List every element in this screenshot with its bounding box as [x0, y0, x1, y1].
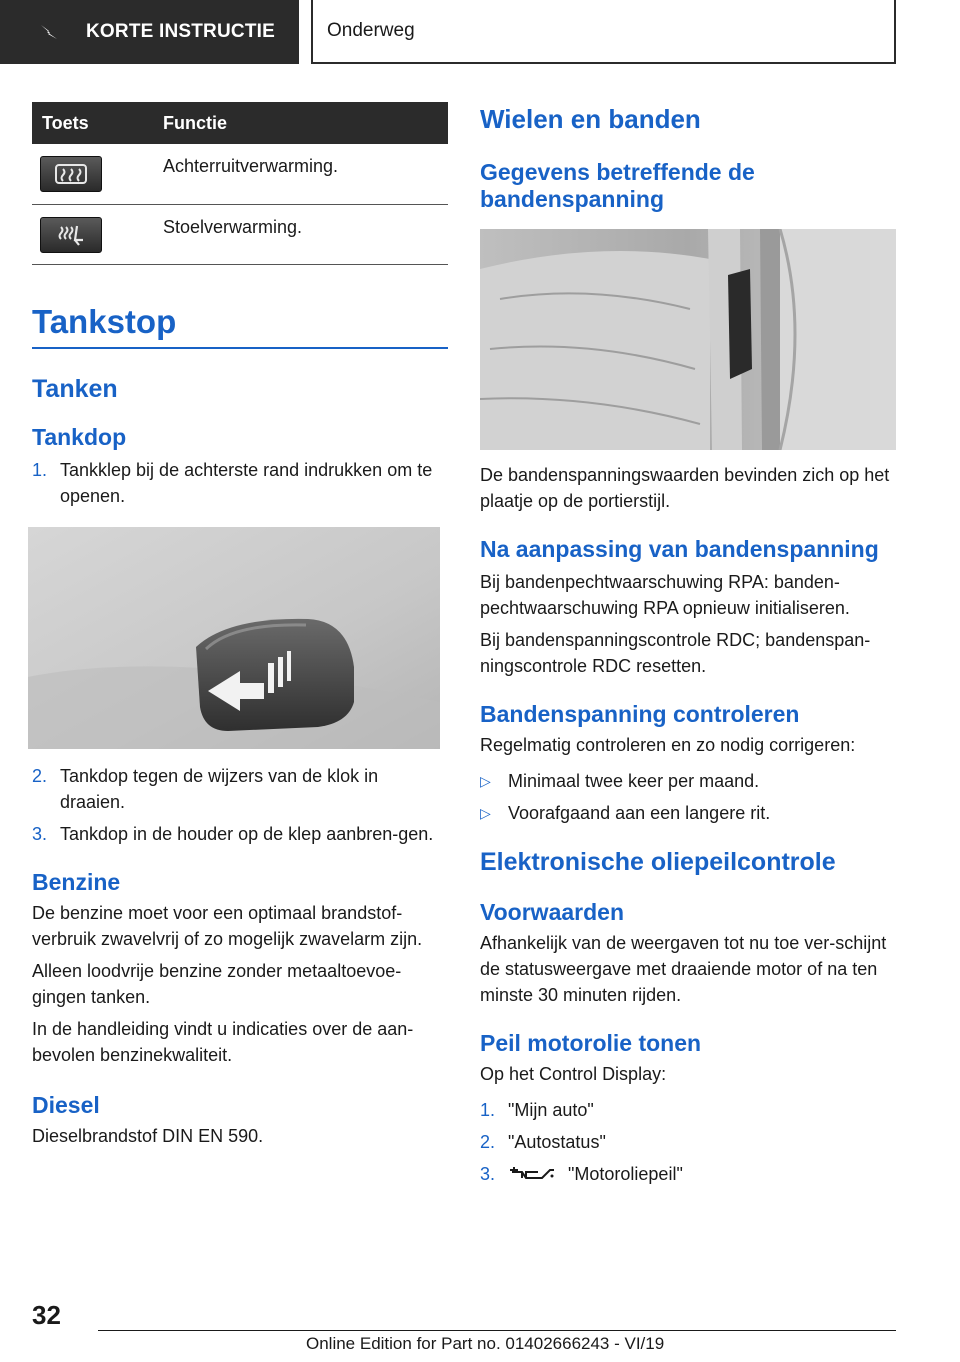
table-row [32, 144, 448, 204]
gegevens-paragraph: De bandenspanningswaarden bevinden zich op het plaatje op de portierstijl. [480, 465, 890, 511]
list-item: 3. "Motoroliepeil" [480, 1164, 683, 1184]
heading-voorwaarden: Voorwaarden [480, 899, 624, 925]
benzine-paragraph: De benzine moet voor een optimaal brandstof-verbruik zwavelvrij of zo mogelijk zwavelarm zijn. [32, 902, 423, 949]
lightning-icon [40, 24, 58, 40]
chapter-title: Onderweg [311, 0, 896, 64]
section-tab-label: KORTE INSTRUCTIE [86, 21, 275, 42]
bullet-list [480, 768, 896, 826]
heading-wielen-en-banden: Wielen en banden [480, 104, 701, 134]
right-column [480, 102, 896, 1187]
heading-tankstop: Tankstop [32, 303, 448, 349]
heading-bandenspanning-controleren: Bandenspanning controleren [480, 701, 800, 727]
diesel-paragraph: Dieselbrandstof DIN EN 590. [32, 1125, 264, 1146]
heading-na-aanpassing: Na aanpassing van bandenspanning [480, 536, 879, 562]
steps-list [32, 457, 448, 509]
list-item: 2. Tankdop tegen de wijzers van de klok in draaien. [32, 765, 379, 812]
heading-diesel: Diesel [32, 1091, 100, 1118]
triangle-bullet-icon: ▷ [480, 805, 491, 821]
list-item: 2. "Autostatus" [480, 1132, 606, 1152]
seat-heating-icon [40, 217, 102, 253]
aanpassing-paragraph: Bij bandenpechtwaarschuwing RPA: banden-pechtwaarschuwing RPA opnieuw initialiseren. [480, 572, 850, 618]
list-item: ▷ Minimaal twee keer per maand. [480, 768, 896, 794]
footer-edition: Online Edition for Part no. 01402666243 - VI/19 [306, 1334, 665, 1353]
heading-tanken: Tanken [32, 374, 118, 403]
table-cell-function: Achterruitverwarming. [163, 144, 448, 204]
heading-gegevens-bandenspanning: Gegevens betreffende de bandenspanning [480, 159, 755, 212]
key-function-table [32, 102, 448, 265]
heading-tankdop: Tankdop [32, 423, 127, 450]
fuel-cap-photo [28, 527, 440, 749]
list-item: 1. "Mijn auto" [480, 1100, 594, 1120]
heading-oliepeilcontrole: Elektronische oliepeilcontrole [480, 848, 836, 876]
triangle-bullet-icon: ▷ [480, 773, 491, 789]
list-item: 1. Tankklep bij de achterste rand indrukken om te openen. [32, 459, 433, 506]
door-pillar-photo [480, 229, 896, 450]
steps-list [480, 1097, 896, 1187]
table-cell-function: Stoelverwarming. [163, 204, 448, 264]
peil-paragraph: Op het Control Display: [480, 1064, 667, 1084]
benzine-paragraph: In de handleiding vindt u indicaties over de aan-bevolen benzinekwaliteit. [32, 1018, 414, 1065]
heading-benzine: Benzine [32, 868, 121, 895]
page-number: 32 [32, 1300, 61, 1330]
rear-window-defrost-icon [40, 156, 102, 192]
controleren-paragraph: Regelmatig controleren en zo nodig corrigeren: [480, 735, 856, 755]
table-header-function: Functie [163, 102, 448, 144]
voorwaarden-paragraph: Afhankelijk van de weergaven tot nu toe ver-schijnt de statusweergave met draaiende motor of na ten minste 30 minuten rijden. [480, 933, 887, 1005]
oil-can-icon [508, 1164, 556, 1184]
footer-divider [98, 1330, 896, 1331]
table-row [32, 204, 448, 264]
list-item: ▷ Voorafgaand aan een langere rit. [480, 800, 896, 826]
heading-peil-motorolie: Peil motorolie tonen [480, 1030, 702, 1056]
section-tab[interactable] [0, 0, 299, 64]
table-header-key: Toets [32, 102, 163, 144]
left-column [32, 102, 448, 1149]
aanpassing-paragraph: Bij bandenspanningscontrole RDC; bandenspan-ningscontrole RDC resetten. [480, 630, 871, 676]
steps-list [32, 763, 448, 847]
benzine-paragraph: Alleen loodvrije benzine zonder metaaltoevoe-gingen tanken. [32, 960, 402, 1007]
list-item: 3. Tankdop in de houder op de klep aanbren-gen. [32, 823, 434, 844]
